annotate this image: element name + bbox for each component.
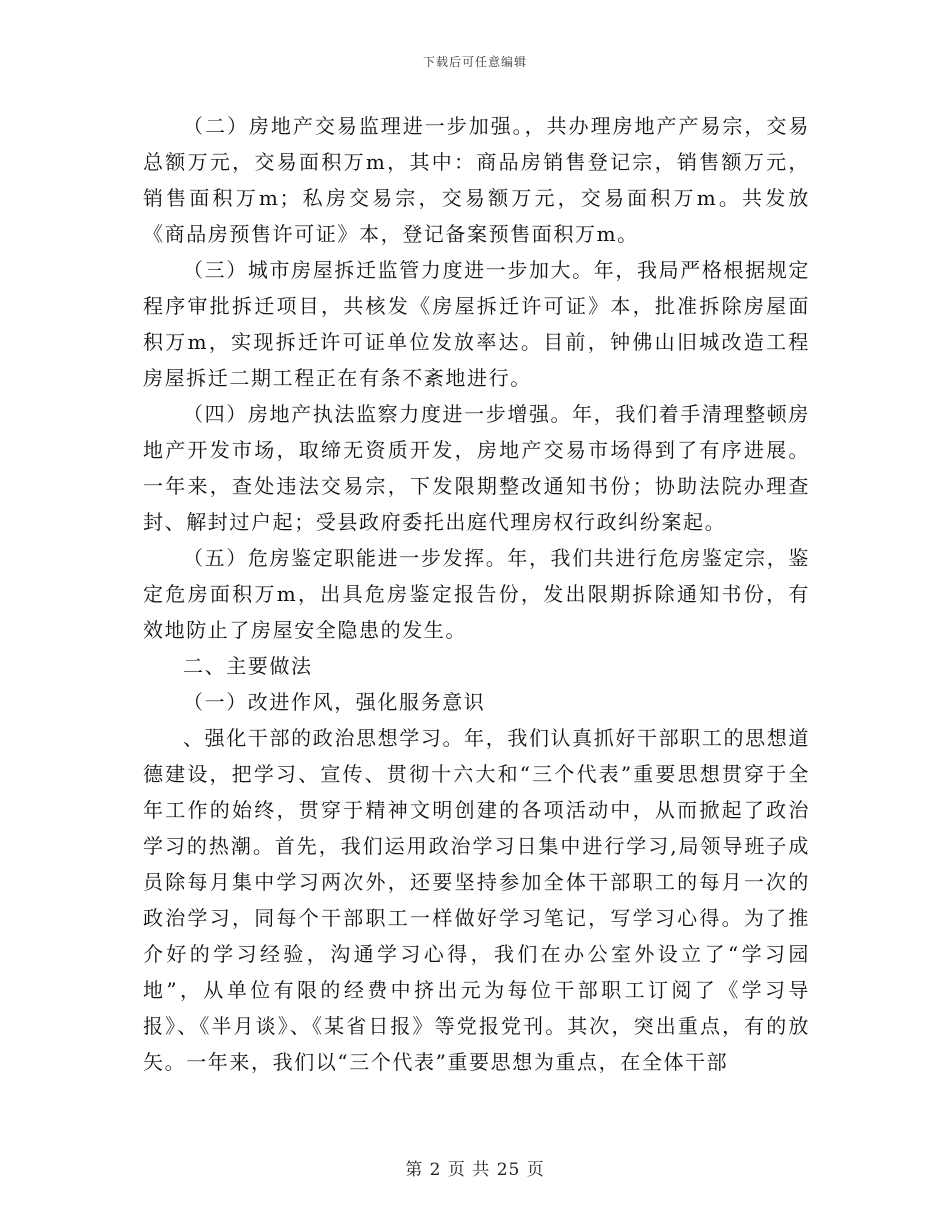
page-header-note: 下载后可任意编辑 bbox=[422, 55, 527, 69]
section-heading-main-practices: 二、主要做法 bbox=[183, 654, 313, 678]
paragraph-transaction-supervision: （二）房地产交易监理进一步加强。，共办理房地产产易宗，交易总额万元，交易面积万m，其中：商品房销售登记宗，销售额万元，销售面积万m；私房交易宗，交易额万元，交易面积万m。共发放《商品房预售许可证》本，登记备案预售面积万m。 bbox=[143, 114, 810, 246]
document-body bbox=[143, 108, 810, 1080]
paragraph-law-enforcement: （四）房地产执法监察力度进一步增强。年，我们着手清理整顿房地产开发市场，取缔无资质开发，房地产交易市场得到了有序进展。一年来，查处违法交易宗，下发限期整改通知书份；协助法院办理查封、解封过户起；受县政府委托出庭代理房权行政纠纷案起。 bbox=[143, 402, 810, 534]
paragraph-demolition-supervision: （三）城市房屋拆迁监管力度进一步加大。年，我局严格根据规定程序审批拆迁项目，共核发《房屋拆迁许可证》本，批准拆除房屋面积万m，实现拆迁许可证单位发放率达。目前，钟佛山旧城改造工程房屋拆迁二期工程正在有条不紊地进行。 bbox=[143, 258, 810, 390]
paragraph-dangerous-housing: （五）危房鉴定职能进一步发挥。年，我们共进行危房鉴定宗，鉴定危房面积万m，出具危房鉴定报告份，发出限期拆除通知书份，有效地防止了房屋安全隐患的发生。 bbox=[143, 546, 810, 642]
subsection-heading-service: （一）改进作风，强化服务意识 bbox=[183, 690, 486, 714]
paragraph-political-study: 、强化干部的政治思想学习。年，我们认真抓好干部职工的思想道德建设，把学习、宣传、贯彻十六大和“三个代表”重要思想贯穿于全年工作的始终，贯穿于精神文明创建的各项活动中，从而掀起了政治学习的热潮。首先，我们运用政治学习日集中进行学习,局领导班子成员除每月集中学习两次外，还要坚持参加全体干部职工的每月一次的政治学习，同每个干部职工一样做好学习笔记，写学习心得。为了推介好的学习经验，沟通学习心得，我们在办公室外设立了“学习园地”，从单位有限的经费中挤出元为每位干部职工订阅了《学习导报》、《半月谈》、《某省日报》等党报党刊。其次，突出重点，有的放矢。一年来，我们以“三个代表”重要思想为重点，在全体干部 bbox=[143, 726, 810, 1074]
page-number: 第 2 页 共 25 页 bbox=[405, 1160, 545, 1180]
